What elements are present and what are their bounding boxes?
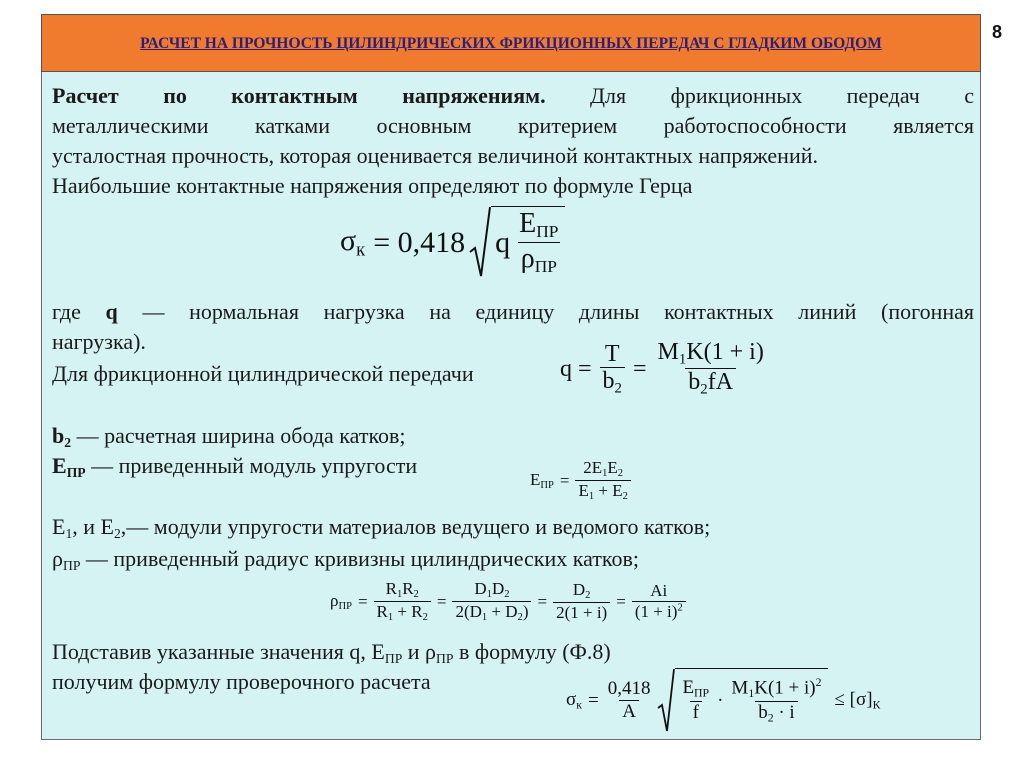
q-formula: q = $\frac{T}{b_2}$ = $\frac{M_1K(1 + i)}{b_2fA}$ bbox=[560, 337, 767, 401]
paragraph-hertz-intro: Наибольшие контактные напряжения определяют по формуле Герца bbox=[52, 173, 693, 198]
substitution-line: Подставив указанные значения q, $E_{ПР}$ и $\rho_{ПР}$ в формулу (Ф.8) bbox=[52, 639, 611, 667]
sigma-symbol: $\sigma_к$ bbox=[340, 224, 366, 261]
check-formula: $\sigma_к$ = $\frac{0,418}{A}$ $\frac{E_{ПР}}{f}$ · $\frac{M_1K(1 + i)^2}{b_2 \cdot i}$ ≤ $[\sigma]_К$ bbox=[566, 666, 880, 736]
check-square-root: $\frac{E_{ПР}}{f}$ · $\frac{M_1K(1 + i)^2}{b_2 \cdot i}$ bbox=[657, 668, 828, 734]
page-number: 8 bbox=[992, 22, 1003, 42]
cylindrical-line: Для фрикционной цилиндрической передачи bbox=[52, 361, 474, 386]
epr-formula: $E_{ПР}$ = $\frac{2E_1E_2}{E_1 + E_2}$ bbox=[530, 455, 631, 507]
check-inner-fraction: $\frac{E_{ПР}}{f}$ bbox=[682, 677, 710, 723]
coefficient: = 0,418 bbox=[373, 226, 466, 259]
check-fraction-2: $\frac{M_1K(1 + i)^2}{b_2 \cdot i}$ bbox=[731, 676, 822, 725]
rho-fraction-1: $\frac{R_1R_2}{R_1 + R_2}$ bbox=[374, 580, 431, 624]
paragraph-line-3: усталостная прочность, которая оценивается величиной контактных напряжений. bbox=[52, 143, 818, 168]
bold-heading: Расчет по контактным напряжениям. bbox=[52, 83, 546, 108]
rho-fraction-4: $\frac{Ai}{(1 + i)^2}$ bbox=[632, 582, 686, 621]
square-root bbox=[469, 206, 565, 280]
rho-definition: $\rho_{ПР}$ — приведенный радиус кривизны цилиндрических катков; bbox=[52, 546, 639, 574]
hertz-fraction: $\frac{E_{ПР}}{\rho_{ПР}}$ bbox=[519, 208, 559, 276]
b2-definition: $b_2$ — расчетная ширина обода катков; bbox=[52, 423, 406, 451]
slide-header bbox=[41, 14, 981, 72]
paragraph-line-1 bbox=[52, 81, 974, 111]
final-line: получим формулу проверочного расчета bbox=[52, 669, 431, 694]
rho-fraction-2: $\frac{D_1D_2}{2(D_1 + D_2)}$ bbox=[452, 580, 531, 624]
hertz-formula bbox=[340, 203, 565, 283]
q-symbol: q bbox=[495, 226, 511, 259]
paragraph-text: Для фрикционных передач с bbox=[590, 83, 975, 108]
rho-fraction-3: $\frac{D_2}{2(1 + i)}$ bbox=[553, 581, 610, 622]
epr-fraction: $\frac{2E_1E_2}{E_1 + E_2}$ bbox=[575, 459, 630, 503]
paragraph-line-2: металлическими катками основным критерием работоспособности является bbox=[52, 113, 974, 138]
slide-title: РАСЧЕТ НА ПРОЧНОСТЬ ЦИЛИНДРИЧЕСКИХ ФРИКЦИОННЫХ ПЕРЕДАЧ С ГЛАДКИМ ОБОДОМ bbox=[140, 34, 882, 52]
epr-definition: $E_{ПР}$ — приведенный модуль упругости bbox=[52, 453, 418, 481]
where-line-2: нагрузка). bbox=[52, 329, 146, 354]
e-moduli-line: $E_1$, и $E_2,—$ модули упругости материалов ведущего и ведомого катков; bbox=[52, 514, 711, 542]
rho-formula: $\rho_{ПР}$ = $\frac{R_1R_2}{R_1 + R_2}$ = $\frac{D_1D_2}{2(D_1 + D_2)}$ = $\frac{D_2}{2(1 + i)}$ = $\frac{Ai}{(1 + i)^2}$ bbox=[330, 576, 686, 628]
where-line-1: где q — нормальная нагрузка на единицу длины контактных линий (погонная bbox=[52, 299, 975, 324]
q-fraction-2: $\frac{M_1K(1 + i)}{b_2fA}$ bbox=[657, 339, 764, 398]
q-fraction-1: $\frac{T}{b_2}$ bbox=[600, 341, 625, 398]
check-fraction-1: $\frac{0,418}{A}$ bbox=[607, 678, 651, 723]
